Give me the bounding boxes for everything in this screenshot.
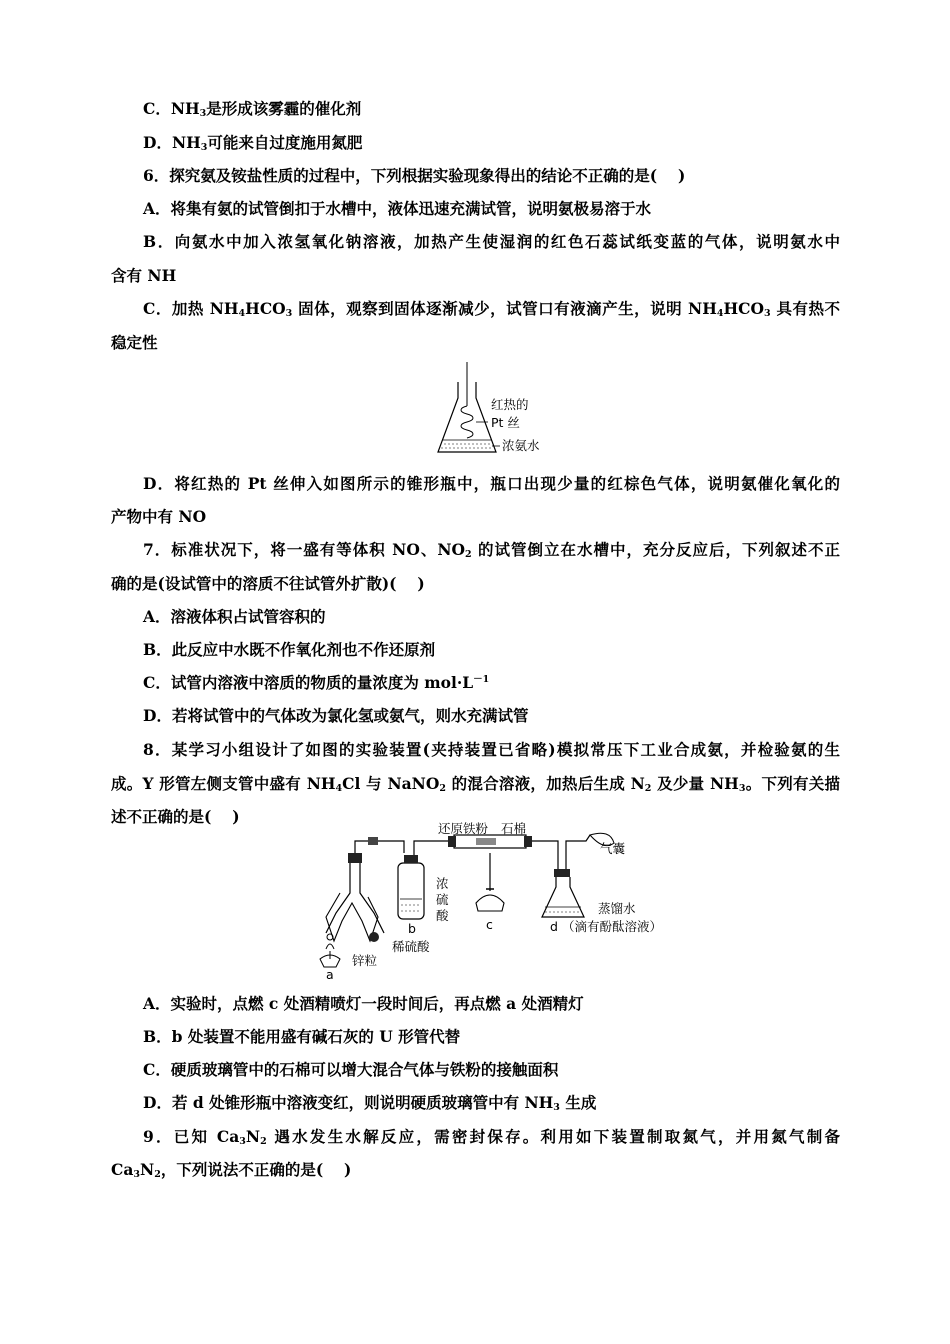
q6-option-d-cont: 产物中有 NO [111,507,207,526]
q9-stem: 9．已知 $Ca_3N_2$ 遇水发生水解反应，需密封保存。利用如下装置制取氮气，并用氮气制备 [143,1127,840,1147]
fig2-label-iron: 还原铁粉 [438,821,489,836]
q7-stem: 7．标准状况下，将一盛有等体积 NO、$NO_2$ 的试管倒立在水槽中，充分反应后，下列叙述不正 [143,540,840,560]
q5-option-d: D．$NH_3$可能来自过度施用氮肥 [143,133,363,153]
q7-option-a: A．溶液体积占试管容积的 [143,607,326,626]
q8-option-b: B．b 处装置不能用盛有碱石灰的 U 形管代替 [143,1027,461,1046]
fig2-label-acid1: 浓 [436,876,449,891]
q8-stem: 8．某学习小组设计了如图的实验装置(夹持装置已省略)模拟常压下工业合成氨，并检验氨的生 [143,740,840,759]
fig2-label-indicator: （滴有酚酞溶液） [562,919,663,934]
fig2-label-zinc: 锌粒 [352,953,378,968]
fig2-label-asbestos: 石棉 [501,821,527,836]
q7-option-c: C．试管内溶液中溶质的物质的量浓度为 $mol\cdot L^{-1}$ [143,673,490,692]
q6-option-c-cont: 稳定性 [111,333,158,352]
fig2-label-c: c [486,917,493,932]
q8-option-c: C．硬质玻璃管中的石棉可以增大混合气体与铁粉的接触面积 [143,1060,559,1079]
fig2-label-d: d [550,919,558,934]
fig1-label-red-hot: 红热的 [491,397,529,412]
q6-option-b-cont: 含有 NH [111,266,177,285]
q8-stem-cont2: 述不正确的是( ) [111,807,240,826]
q6-option-a: A．将集有氨的试管倒扣于水槽中，液体迅速充满试管，说明氨极易溶于水 [143,199,652,218]
fig2-label-acid3: 酸 [436,908,449,923]
fig2-label-bag: 气囊 [600,841,626,856]
q8-stem-cont: 成。Y 形管左侧支管中盛有 $NH_4Cl$ 与 NaNO$_2$ 的混合溶液，加热后生成 $N_2$ 及少量 $NH_3$。下列有关描 [111,774,841,794]
fig1-label-pt: Pt 丝 [491,415,520,430]
q8-option-d: D．若 d 处锥形瓶中溶液变红，则说明硬质玻璃管中有 $NH_3$ 生成 [143,1093,597,1113]
q6-option-c: C．加热 $NH_4HCO_3$ 固体，观察到固体逐渐减少，试管口有液滴产生，说明 $NH_4HCO_3$ 具有热不 [143,299,841,319]
q7-stem-cont: 确的是(设试管中的溶质不往试管外扩散)( ) [111,574,425,593]
ammonia-apparatus-figure [308,821,663,983]
q7-option-d: D．若将试管中的气体改为氯化氢或氨气，则水充满试管 [143,706,529,725]
q8-option-a: A．实验时，点燃 c 处酒精喷灯一段时间后，再点燃 a 处酒精灯 [143,994,584,1013]
q6-option-b: B．向氨水中加入浓氢氧化钠溶液，加热产生使湿润的红色石蕊试纸变蓝的气体，说明氨水中 [143,232,840,251]
q5-option-c: C．$NH_3$是形成该雾霾的催化剂 [143,99,362,119]
q7-option-b: B．此反应中水既不作氧化剂也不作还原剂 [143,640,436,659]
fig2-label-a: a [326,967,334,982]
q6-option-d: D．将红热的 Pt 丝伸入如图所示的锥形瓶中，瓶口出现少量的红棕色气体，说明氨催化氧化的 [143,474,840,493]
q9-stem-cont: $Ca_3N_2$，下列说法不正确的是( ) [111,1160,352,1180]
fig1-label-ammonia: 浓氨水 [502,438,540,453]
fig2-label-dilute: 稀硫酸 [392,939,430,954]
pt-wire-flask-figure [420,362,560,462]
fig2-label-acid2: 硫 [436,892,449,907]
fig2-label-b: b [408,921,416,936]
q6-stem: 6．探究氨及铵盐性质的过程中，下列根据实验现象得出的结论不正确的是( ) [143,166,686,185]
fig2-label-water: 蒸馏水 [598,901,636,916]
